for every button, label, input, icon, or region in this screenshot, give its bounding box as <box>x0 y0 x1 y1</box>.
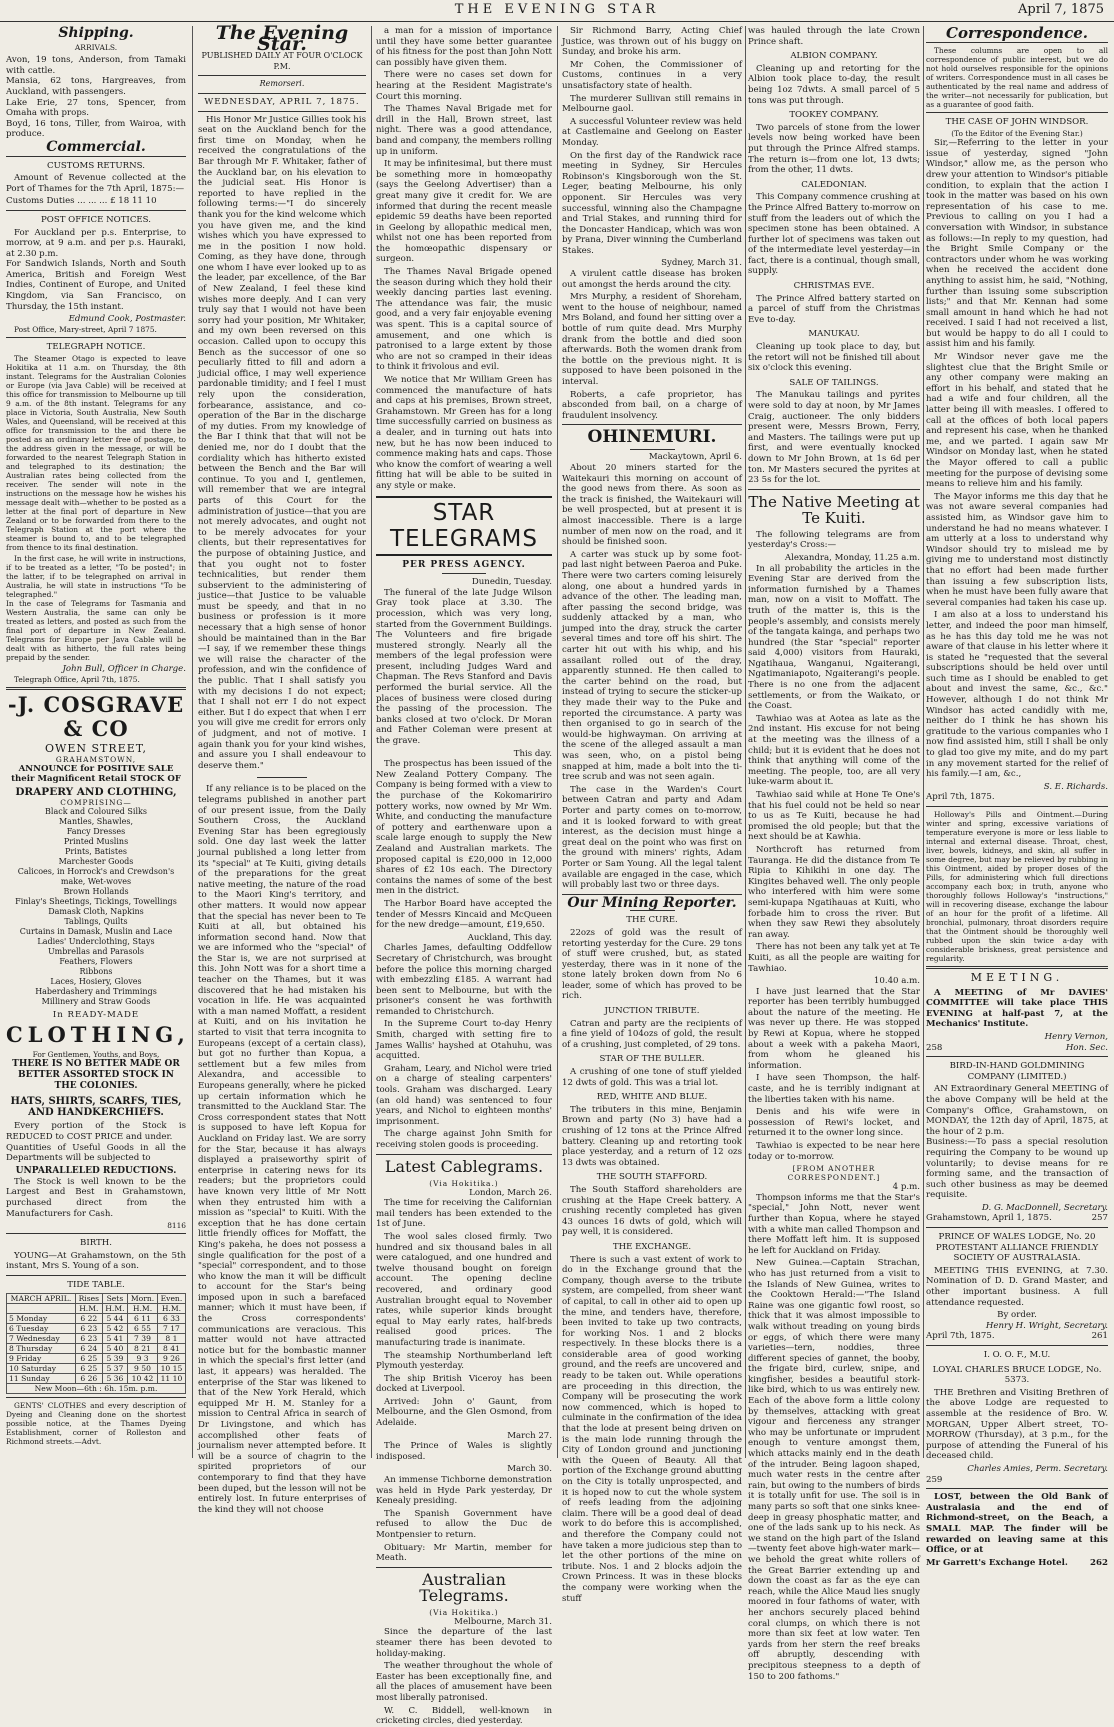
customs-text: Amount of Revenue collected at the Port of Thames for the 7th April, 1875:— <box>6 173 186 194</box>
tide-sub-header: H.M. <box>75 1303 102 1313</box>
table-row <box>7 1353 186 1363</box>
advert-number: 262 <box>1090 1557 1108 1568</box>
news-paragraph: The Manukau tailings and pyrites were sold to day at noon, by Mr James Craig, auctioneer. The only bidders present were, Messrs Brown, Ferry, and Masters. The tailings were put up first, and were eventually knocked down to Mr John Brown, at 1s 6d per ton. Mr Masters secured the pyrites at 23 5s for the lot. <box>748 390 920 486</box>
column-rule <box>192 26 193 1458</box>
dateline: Auckland, This day. <box>467 932 552 943</box>
tide-cell: 6 55 <box>128 1323 158 1333</box>
dateline: London, March 26. <box>469 1187 552 1198</box>
column-2 <box>198 22 366 1515</box>
tide-cell: 7 39 <box>128 1333 158 1343</box>
advert-number: 258 <box>926 1042 943 1053</box>
news-paragraph: There has not been any talk yet at Te Kuiti, as all the people are waiting for Tawhiao. <box>748 942 920 974</box>
news-paragraph: The ship British Viceroy has been docked at Liverpool. <box>376 1373 552 1395</box>
telegraph-signature: John Bull, Officer in Charge. <box>62 664 186 675</box>
news-paragraph: There is such a vast extent of work to do in the Exchange ground that the Company, though averse to the tribute system, are compelled, from sheer want of capital, to call in other aid to open up the mine, and tenders have, therefore, been invited to take up two contracts, for working Nos. 1 and 2 blocks respectively. In these blocks there is a considerable area of good working ground, and the reefs are uncovered and ready to be taken out. While operations are proceeding in this direction, the Company will be prosecuting the work now commenced, which is hoped to culminate in the confirmation of the idea that the lode at present being driven on is the main lode running through the City of London ground and junctioning with the Queen of Beauty. All that portion of the Exchange ground abutting on the City is totally unprospected, and it is hoped now to cut the whole system of reefs leading from the adjoining claim. There will be a good deal of dead work to do before this is accomplished, and therefore the Company could not have taken a more judicious step than to let the other portions of the mine on tribute. Nos. 1 and 2 blocks adjoin the Crown Princess. It was in these blocks the company were working when the stuff <box>562 1254 742 1604</box>
dateline: Melbourne, March 31. <box>454 1616 552 1627</box>
mining-reporter-title: Our Mining Reporter. <box>567 894 737 911</box>
news-paragraph: Two parcels of stone from the lower levels now being worked have been put through the Prince Alfred stamps. The return is—from one lot, 13 dwts; from the other, 11 dwts. <box>748 122 920 176</box>
mine-heading: ALBION COMPANY. <box>790 51 878 62</box>
tide-cell: 6 Tuesday <box>7 1323 76 1333</box>
meeting-text: A MEETING of Mr DAVIES' COMMITTEE will take place THIS EVENING at half-past 7, at the Mechanics' Institute. <box>926 987 1108 1030</box>
mine-heading: THE SOUTH STAFFORD. <box>596 1172 708 1183</box>
post-office-text: For Auckland per p.s. Enterprise, to morrow, at 9 a.m. and per p.s. Hauraki, at 2.30 p.m. For Sandwich Islands, North and South America, British and Foreign West Indies, Continent of Europe, and United Kingdom, via San Francisco, on Thursday, the 15th instant. <box>6 227 186 312</box>
news-paragraph: Tawhiao said while at Hone Te One's that his fuel could not be held so near to us as Te Kuiti, because he had promised the old people; but that the next should be at Kawhia. <box>748 790 920 843</box>
tide-cell: 5 40 <box>102 1343 127 1353</box>
news-paragraph: The Spanish Government have refused to allow the Duc de Montpensier to return. <box>376 1508 552 1540</box>
news-paragraph: Roberts, a cafe proprietor, has absconded from bail, on a charge of fraudulent insolvency. <box>562 389 742 421</box>
news-paragraph: Sir Richmond Barry, Acting Chief Justice, was thrown out of his buggy on Sunday, and broke his arm. <box>562 26 742 58</box>
arrivals-heading: ARRIVALS. <box>74 42 118 52</box>
news-paragraph: The charge against John Smith for receiving stolen goods is proceeding. <box>376 1129 552 1150</box>
meeting-heading: MEETING. <box>970 971 1064 984</box>
dateline: 4 p.m. <box>892 1182 920 1193</box>
news-paragraph: The Prince of Wales is slightly indisposed. <box>376 1441 552 1462</box>
news-paragraph: A crushing of one tone of stuff yielded 12 dwts of gold. This was a trial lot. <box>562 1067 742 1088</box>
news-paragraph: The steamship Northumberland left Plymouth yesterday. <box>376 1350 552 1372</box>
bird-in-hand-heading: BIRD-IN-HAND GOLDMINING COMPANY (LIMITED.) <box>949 1061 1085 1082</box>
cablegrams-via: (Via Hokitika.) <box>429 1178 499 1188</box>
motto: Remorseri. <box>259 79 305 89</box>
tide-cell: 6 25 <box>75 1353 102 1363</box>
news-paragraph: Cleaning up and retorting for the Albion took place to-day, the result being 1oz 7dwts. A small parcel of 5 tons was put through. <box>748 63 920 106</box>
tide-cell: 7 Wednesday <box>7 1333 76 1343</box>
ohinemuri-title: OHINEMURI. <box>587 427 717 448</box>
column-rule <box>923 26 924 1458</box>
tide-sub-header: H.M. <box>128 1303 158 1313</box>
news-paragraph: Denis and his wife were in possession of Rewi's locket, and returned it to the owner long since. <box>748 1107 920 1139</box>
tide-col-header: Sets <box>102 1293 127 1303</box>
column-rule <box>371 26 372 1458</box>
column-rule <box>557 26 558 1458</box>
news-paragraph: Catran and party are the recipients of a fine yield of 104ozs of gold, the result of a crushing, just completed, of 29 tons. <box>562 1018 742 1050</box>
tide-cell: 10 15 <box>157 1363 185 1373</box>
news-paragraph: Northcroft has returned from Tauranga. He did the distance from Te Ripia to Kihikihi in one day. The Kingites behaved well. The only people who interfered with him were some semi-kupapa Ngatihauas at Kuiti, who forbade him to cross the river. But when they saw Rewi they absolutely ran away. <box>748 844 920 940</box>
news-paragraph: An immense Tichborne demonstration was held in Hyde Park yesterday, Dr Kenealy presiding. <box>376 1475 552 1507</box>
cosgrave-name: -J. COSGRAVE & CO <box>7 692 185 742</box>
cosgrave-intro: ANNOUNCE for POSITIVE SALE their Magnificent Retail STOCK OF <box>11 763 181 785</box>
telegraph-heading: TELEGRAPH NOTICE. <box>46 341 146 352</box>
news-paragraph: The South Stafford shareholders are crushing at the Hape Creek battery. A crushing recently completed has given 43 ounces 16 dwts of gold, which will pay well, it is considered. <box>562 1184 742 1238</box>
cosgrave-number: 8116 <box>167 1221 186 1231</box>
star-telegrams-title: STAR TELEGRAMS <box>376 496 552 556</box>
news-paragraph: This Company commence crushing at the Prince Alfred Battery to-morrow on stuff from the leaders out of which the specimen stone has been obtained. A further lot of specimens was taken out of the intermediate level yesterday—in fact, there is a continual, though small, supply. <box>748 192 920 277</box>
news-paragraph: In the Supreme Court to-day Henry Smith, charged with setting fire to James Wallis' hayshed at Otahuhu, was acquitted. <box>376 1019 552 1062</box>
arrivals-text: Avon, 19 tons, Anderson, from Tamaki with cattle. Mansia, 62 tons, Hargreaves, from Auckland, with passengers. Lake Erie, 27 tons, Spencer, from Omaha with props. Boyd, 16 tons, Tiller, from Wairoa, with produce. <box>6 55 186 140</box>
letter-date: April 7th, 1875. <box>926 792 995 803</box>
news-paragraph: The prospectus has been issued of the New Zealand Pottery Company. The Company is being formed with a view to the purchase of the Kokomaririro pottery works, now owned by Mr Wm. White, and conducting the manufacture of pottery and earthenware upon a scale large enough to supply the New Zealand and Australian markets. The proposed capital is £20,000 in 12,000 shares of £2 10s each. The Directory contains the names of some of the best men in the district. <box>376 759 552 897</box>
post-office-date: Post Office, Mary-street, April 7 1875. <box>14 324 157 334</box>
news-paragraph: About 20 miners started for the Waitekauri this morning on account of the good news from there. As soon as the track is finished, the Waitekauri will be well prospected, but at present it is almost inaccessible. There is a large number of men now on the road, and it should be finished soon. <box>562 462 742 548</box>
table-row <box>7 1333 186 1343</box>
news-paragraph: Mrs Murphy, a resident of Shoreham, went to the house of neighbour, named Mrs Boland, and found her sitting over a bottle of rum quite dead. Mrs Murphy drank from the bottle and died soon afterwards. Both the women drank from the bottle on the previous night. It is supposed to have been poisoned in the interval. <box>562 292 742 387</box>
news-paragraph: On the first day of the Randwick race meeting in Sydney, Sir Hercules Robinson's Kingsborough won the St. Leger, beating Melbourne, his only opponent. Sir Hercules was very successful, winning also the Champagne and Trial Stakes, and running third for the Doncaster Handicap, which was won by Prana, Diver winning the Cumberland Stakes. <box>562 150 742 256</box>
mine-heading: THE EXCHANGE. <box>612 1241 692 1252</box>
news-paragraph: 22ozs of gold was the result of retorting yesterday for the Cure. 29 tons of stuff were crushed, but, as stated yesterday, there was in it none of the stone lately broken down from No 6 leader, some of which has proved to be rich. <box>562 927 742 1002</box>
news-paragraph: Graham, Leary, and Nichol were tried on a charge of stealing carpenters' tools. Graham was discharged. Leary (an old hand) was sentenced to four years, and Nichol to eighteen months' imprisonment. <box>376 1063 552 1127</box>
telegraph-text-2: In the first case, he will write in instructions, if to be treated as a letter, "To be posted"; in the latter, if to be telegraphed on arrival in Australia, he will state in instructions "To be telegraphed." In the case of Telegrams for Tasmania and Western Australia, the same can only be treated as letters, and posted as such from the final port of departure in New Zealand. Telegrams for Europe per Java Cable will be dealt with as hitherto, the full rates being prepaid by the sender. <box>6 554 186 663</box>
table-row <box>7 1373 186 1383</box>
tide-cell: 8 1 <box>157 1333 185 1343</box>
birth-heading: BIRTH. <box>80 1238 112 1249</box>
news-paragraph: Arrived: John o' Gaunt, from Melbourne, and the Glen Osmond, from Adelaide. <box>376 1396 552 1429</box>
bird-in-hand-date: Grahamstown, April 1, 1875. <box>926 1213 1052 1224</box>
mine-heading: SALE OF TAILINGS. <box>789 377 879 388</box>
tide-cell: 6 22 <box>75 1313 102 1323</box>
correspondence-title: Correspondence. <box>946 24 1088 42</box>
tide-cell: 9 3 <box>128 1353 158 1363</box>
mine-heading: MANUKAU. <box>808 329 860 340</box>
bird-in-hand-signature: D. G. MacDonnell, Secretary. <box>981 1202 1108 1213</box>
published-line: PUBLISHED DAILY AT FOUR O'CLOCK P.M. <box>201 51 363 71</box>
masthead <box>0 0 1114 22</box>
letter-to: (To the Editor of the Evening Star.) <box>951 129 1083 139</box>
news-paragraph: Charles James, defaulting Oddfellow Secretary of Christchurch, was brought before the police this morning charged with embezzling £185. A warrant had been sent to Melbourne, but with the prisoner's consent he was forthwith remanded to Christchurch. <box>376 943 552 1017</box>
news-paragraph: Mr Cohen, the Commissioner of Customs, continues in a very unsatisfactory state of health. <box>562 59 742 91</box>
loyal-lodge-text: THE Brethren and Visiting Brethren of the above Lodge are requested to assemble at the residence of Bro. W. MORGAN, Upper Albert street, TO-MORROW (Thursday), at 3 p.m., for the purpose of attending the Funeral of his deceased child. <box>926 1387 1108 1462</box>
tide-table-heading: TIDE TABLE. <box>67 1279 125 1290</box>
tide-cell: 9 26 <box>157 1353 185 1363</box>
tide-cell: 6 11 <box>128 1313 158 1323</box>
tide-cell: 6 24 <box>75 1343 102 1353</box>
news-paragraph: was hauled through the late Crown Prince shaft. <box>748 26 920 47</box>
cosgrave-reduced: Every portion of the Stock is REDUCED to COST PRICE and under. Quantities of Useful Goods in all the Departments will be subjected to <box>6 1121 186 1164</box>
oddfellows-heading: I. O. O. F., M.U. <box>983 1350 1051 1360</box>
news-paragraph: A carter was stuck up by some foot-pad last night between Paeroa and Puke. There were two carters coming leisurely along, one about a hundred yards in advance of the other. The leading man, after passing the second bridge, was suddenly attacked by a man, who jumped into the dray, struck the carter several times and tore off his shirt. The carter hit out with his whip, and his assailant rolled out of the dray, apparently stunned. He then called to the carter behind on the road, but instead of trying to secure the sticker-up they made their way to the Puke and reported the circumstance. A party was then organised to go in search of the would-be highwayman. On arriving at the scene of the alleged assault a man was seen, who, on a pistol being snapped at him, made a bolt into the ti-tree scrub and was not seen again. <box>562 549 742 783</box>
tide-cell: 11 Sunday <box>7 1373 76 1383</box>
dateline: Sydney, March 31. <box>661 258 742 269</box>
tide-cell: 9 50 <box>128 1363 158 1373</box>
australian-via: (Via Hokitika.) <box>429 1607 499 1617</box>
birth-text: YOUNG—At Grahamstown, on the 5th instant, Mrs S. Young of a son. <box>6 1250 186 1272</box>
dateline: Alexandra, Monday, 11.25 a.m. <box>784 552 920 563</box>
tide-cell: 6 23 <box>75 1333 102 1343</box>
dateline: March 30. <box>507 1464 552 1475</box>
dateline: March 27. <box>507 1430 552 1441</box>
advert-number: 261 <box>1091 1331 1108 1342</box>
another-correspondent: [FROM ANOTHER CORRESPONDENT.] <box>787 1164 881 1183</box>
issue-date: April 7, 1875 <box>1018 2 1104 17</box>
tide-col-header: Rises <box>75 1293 102 1303</box>
column-rule <box>745 26 746 1458</box>
news-paragraph: Since the departure of the last steamer there has been devoted to holiday-making. <box>376 1627 552 1659</box>
prince-of-wales-signature: Henry H. Wright, Secretary. <box>985 1320 1108 1331</box>
news-paragraph: In all probability the articles in the Evening Star are derived from the information furnished by a Thames man, now on a visit to Moffatt. The truth of the matter is, this is the people's assembly, and consists merely of the tangata kainga, and perhaps two hundred (the Star "special" reporter said 4,000) visitors from Hauraki, Ngatihaua, Wanganui, Ngaiterangi, Ngatimaniapoto, Ngaiterangi's people. There is no one from the adjacent settlements, or from the Waikato, or the Coast. <box>748 563 920 712</box>
tide-cell: 6 26 <box>75 1373 102 1383</box>
tide-cell: 5 Monday <box>7 1313 76 1323</box>
news-paragraph: It may be infinitesimal, but there must be something more in homœopathy (says the Geelong Advertiser) than a great many give it credit for. We are informed that during the recent measle epidemic 59 deaths have been reported in Geelong by allopathic medical men, whilst not one has been reported from the homœopathic dispensary or surgeon. <box>376 159 553 265</box>
tide-cell: 6 25 <box>75 1363 102 1373</box>
tide-moon: New Moon—6th : 6h. 15m. p.m. <box>7 1383 186 1393</box>
news-paragraph: A successful Volunteer review was held at Castlemaine and Geelong on Easter Monday. <box>562 116 742 148</box>
tide-table <box>6 1293 186 1394</box>
column-5 <box>748 26 920 1682</box>
telegraph-date: Telegraph Office, April 7th, 1875. <box>14 675 140 685</box>
mine-heading: RED, WHITE AND BLUE. <box>596 1092 708 1103</box>
letter-heading: THE CASE OF JOHN WINDSOR. <box>945 116 1089 127</box>
dateline: 10.40 a.m. <box>873 976 920 987</box>
holloway-advert: Holloway's Pills and Ointment.—During winter and spring, excessive variations of temperature everyone is more or less liable to internal and external disease. Throat, chest, liver, bowels, kidneys, and skin, all suffer in some degree, but may be relieved by rubbing in this Ointment, aided by proper doses of the Pills, for administering which full directions accompany each box; in truth, anyone who thoroughly follows Holloway's "instructions," will in recovering disease, exchange the labour of an hour for the profit of a lifetime. All bronchial, pulmonary, throat disorders require that the Ointment should be thoroughly well rubbed upon the skin twice a-day with considerable briskness, great persistence and regularity. <box>926 810 1108 963</box>
column-3 <box>376 26 553 1727</box>
shipping-heading: Shipping. <box>58 25 134 41</box>
correspondence-note: These columns are open to all correspondence of public interest, but we do not hold ourselves responsible for the opinions of writers. Correspondence must in all cases be authenticated by the real name and address of the writer—not necessarily for publication, but as a guarantee of good faith. <box>926 45 1108 109</box>
letter-paragraph: Sir,—Referring to the letter in your issue of yesterday, signed "John Windsor," allow me, as the person who drew your attention to Windsor's pitiable condition, to explain that the action I took in the matter was based on his own representation of his case to me. Previous to calling on you I had a conversation with Windsor, in substance as follows:—In reply to my question, had the Bright Smile Company or the contractors under whom he was working when he received the accident done anything to assist him, he said, "Nothing, further than issuing some subscription lists;" and that Mr. Kennan had some small amount in hand which he had not received. I said I had not received a list, but would be happy to do all I could to assist him and his family. <box>926 138 1108 350</box>
advert-number: 257 <box>1091 1213 1108 1224</box>
tide-cell: 8 21 <box>128 1343 158 1353</box>
cosgrave-drapery: DRAPERY AND CLOTHING, <box>15 785 177 798</box>
prince-of-wales-date: April 7th, 1875. <box>926 1331 995 1342</box>
dateline: This day. <box>513 748 552 759</box>
tide-cell: 9 Friday <box>7 1353 76 1363</box>
cosgrave-largest: The Stock is well known to be the Largest and Best in Grahamstown, purchased direct from the Manufacturers for Cash. <box>6 1176 186 1219</box>
cosgrave-better: THERE IS NO BETTER MADE OR BETTER ASSORTED STOCK IN THE COLONIES. <box>12 1059 180 1092</box>
news-paragraph: The tributers in this mine, Benjamin Brown and party (No 3) have had a crushing of 12 tons at the Prince Alfred battery. Cleaning up and retorting took place yesterday, and a return of 12 ozs 13 dwts was obtained. <box>562 1104 742 1168</box>
news-paragraph: The Thames Naval Brigade opened the season during which they hold their weekly dancing parties last evening. The attendance was fair, the music good, and a very fair enjoyable evening was spent. This is a capital source of amusement, and one which is patronised to a large extent by those who are not so cramped in their ideas to think it frivolous and evil. <box>376 267 552 373</box>
news-paragraph: The Harbor Board have accepted the tender of Messrs Kincaid and McQueen for the new dredge—amount, £19,650. <box>376 898 552 931</box>
tide-cell: 5 36 <box>102 1373 127 1383</box>
mine-heading: TOOKEY COMPANY. <box>789 110 879 121</box>
news-paragraph: I have just learned that the Star reporter has been terribly humbugged about the nature of the meeting. He was never up there. He was stopped by Rewi at Kopua, where he stopped about a week with a pakeha Maori, from whom he gleaned his information. <box>748 986 920 1071</box>
table-row <box>7 1323 186 1333</box>
advert-number: 259 <box>926 1474 943 1485</box>
loyal-lodge-heading: LOYAL CHARLES BRUCE LODGE, No. 5373. <box>932 1364 1102 1386</box>
tide-col-header: Even. <box>157 1293 185 1303</box>
news-paragraph: We notice that Mr William Green has commenced the manufacture of hats and caps at his premises, Brown street, Grahamstown. Mr Green has for a long time successfully carried on business as a dealer, and in turning out hats into new, but he has now been induced to commence making hats and caps. Those who know the comfort of wearing a well fitting hat will be able to be suited in any style or make. <box>376 375 552 491</box>
editorial-title: The Evening Star. <box>215 22 349 55</box>
tide-cell: 8 41 <box>157 1343 185 1353</box>
cosgrave-for: For Gentlemen, Youths, and Boys, <box>32 1050 160 1060</box>
customs-duties-line: Customs Duties ... ... ... £ 18 11 10 <box>6 196 157 207</box>
news-paragraph: The following telegrams are from yesterday's Cross:— <box>748 529 920 551</box>
news-paragraph: Thompson informs me that the Star's "special," John Nott, never went further than Kopua, where he stayed with a white man called Thompson and there Moffatt left him. It is supposed he left for Auckland on Friday. <box>748 1192 920 1256</box>
news-paragraph: New Guinea.—Captain Strachan, who has just returned from a visit to the Islands of New Guinea, writes to the Cooktown Herald:—"The Island Raine was one gigantic fowl roost, so thick that it was almost impossible to walk without treading on young birds or eggs, of which there were many varieties—tern, noddies, three different species of gannet, the booby, the frigate bird, curlew, snipe, and kingfisher, besides a beautiful stork-like bird, which to us was entirely new. Each of the above form a little colony by themselves, attacking with great vigour and fierceness any stranger who may be unfortunate or imprudent enough to venture amongst them, which attacks mainly end in the death of the intruder. Being lagoon shaped, much water rests in the centre after rain, but owing to the numbers of birds it is totally unfit for use. The soil is in many parts so soft that one sinks knee-deep in greasy phosphatic matter, and one of the lads sank up to his neck. As we stand on the high part of the Island—twenty feet above high-water mark—we behold the great white rollers of the Great Barrier extending up and down the coast as far as the eye can reach, while the Alice Maud lies snugly moored in four fathoms of water, with her anchors securely placed behind coral clumps, on which there is not more than six feet at low water. Ten yards from her stern the reef breaks off abruptly, descending with precipitous steepness to a depth of 150 to 200 fathoms." <box>748 1258 920 1682</box>
news-paragraph: The wool sales closed firmly. Two hundred and six thousand bales in all were catalogued, and one hundred and twelve thousand bought on foreign account. The opening decline recovered, and ordinary good Australian brought equal to November rates, while superior kinds brought equal to May early rates, half-breds realised good prices. The manufacturing trade is inanimate. <box>376 1231 552 1348</box>
letter-paragraph: The Mayor informs me this day that he was not aware several companies had assisted him, as Windsor gave him to understand he had no means whatever. I am utterly at a loss to understand why Windsor should try to mislead me by giving me to understand most distinctly that no effort had been made further than issuing a few subscription lists, when he must have been fully aware that several companies had taken his case up. <box>926 491 1108 608</box>
editorial-paragraph: If any reliance is to be placed on the telegrams published in another part of our present issue, from the Daily Southern Cross, the Auckland Evening Star has been egregiously sold. One day last week the latter journal published a long letter from its "special" at Te Kuiti, giving details of the preparations for the great native meeting, the nature of the road to the Maori King's territory, and other matters. It would now appear that the special has never been to Te Kuiti at all, but obtained his information second hand. Now that we are informed who the "special" of the Star is, we are not surprised at this. John Nott was for a short time a teacher on the Thames, but it was discovered that he had mistaken his vocation in life. He was acquainted with a man named Moffatt, a resident at Kuiti, and on his invitation he started to visit that terra incognita to Europeans (except of a certain class), but got no further than Kopua, a settlement but a few miles from Alexandra, and accessible to Europeans generally, where he picked up certain information which he transmitted to the Auckland Star. The Cross correspondent states that Nott is supposed to have left Kopua for Auckland on Friday last. We are sorry for the Star, because it has always displayed a praiseworthy spirit of enterprise in catering news for its readers; but the proprietors could have known very little of Mr Nott when they entrusted him with a mission as "special" to Kuiti. With the exception that he has done certain little friendly offices for Moffatt, the King's pakeha, he does not possess a single qualification for the post of a "special" correspondent, and to those who know the man it will be difficult to account for the Star's being imposed upon in such a barefaced manner; which it must have been, if the Cross correspondents' communications are veracious. This matter would not have attracted notice but for the bombastic manner in which the special's first letter (and last, it appears) was heralded. The enterprise of the Star was likened to that of the New York Herald, which equipped Mr H. M. Stanley for a mission to Central Africa in search of Dr Livingstone, and which has accomplished other feats of journalism never attempted before. It will be a source of chagrin to the spirited proprietors of our contemporary to find that they have been duped, but the lesson will not be entirely lost. In future enterprises of the kind they will not choose <box>198 784 366 1515</box>
editorial-date: WEDNESDAY, APRIL 7, 1875. <box>204 96 360 107</box>
gents-clothes-notice: GENTS' CLOTHES and every description of Dyeing and Cleaning done on the shortest possible notice, at the Thames Dyeing Establishment, corner of Rolleston and Richmond streets.—Advt. <box>6 1400 186 1446</box>
news-paragraph: The funeral of the late Judge Wilson Gray took place at 3.30. The procession, which was very long, started from the Government Buildings. The Volunteers and fire brigade mustered strongly. Nearly all the members of the legal profession were present, including Judges Ward and Chapman. The Revs Stanford and Davis performed the burial service. All the places of business were closed during the passing of the procession. The banks closed at two o'clock. Dr Moran and Father Coleman were present at the grave. <box>376 587 552 747</box>
tide-col-header: Morn. <box>128 1293 158 1303</box>
meeting-secretary: Hon. Sec. <box>1065 1042 1108 1053</box>
lost-notice-end: Mr Garrett's Exchange Hotel. <box>926 1557 1068 1568</box>
customs-heading: CUSTOMS RETURNS. <box>47 160 145 171</box>
tide-cell: 6 23 <box>75 1323 102 1333</box>
editorial-paragraph: His Honor Mr Justice Gillies took his seat on the Auckland bench for the first time on Monday, when he received the congratulations of the Bar through Mr F. Whitaker, father of the Auckland bar, on his elevation to the judicial seat. His Honor is reported to have replied in the following terms:—"I do sincerely thank you for the kind welcome which you have given me, and the kind wishes which you have expressed to me in the position I now hold. Coming, as they have done, through one whom I have ever looked up to as the leader, par excellence, of the Bar of New Zealand, I feel these kind wishes more deeply. And I can very truly say that I would not have been sorry had your position, Mr Whitaker, and my own been reversed on this occasion. Called upon to occupy this Bench as the successor of one so peculiarly fitted to fill and adorn a judicial office, I may well experience pardonable timidity; and I feel I must rely upon the consideration, forbearance, assistance, and co-operation of the Bar in the discharge of my duties. From my knowledge of the Bar I think that that will not be denied me, nor do I doubt that the cordiality which has hitherto existed between the Bench and the Bar will continue. To you and I, gentlemen, will remember that we are integral parts of this Court for the administration of justice—that you are not merely advocates, and ought not to be merely advocates for your clients, but their representatives for the purpose of obtaining Justice, and that you ought not to foster technicalities, but render them subservient to the administering of justice—that Justice to be valuable must be speedy, and that in no business or profession is it more necessary that a high sense of honor should be maintained than in the Bar—I say, if we remember these things we will raise the character of the profession, and win the confidence of the public. That I shall satisfy you with my decisions I do not expect; that I shall not err I do not expect either. But I do expect that when I err you will give me credit for errors only of judgment, and not of motive. I again thank you for your kind wishes, and assure you I shall endeavour to deserve them." <box>198 114 366 771</box>
tide-cell: 5 44 <box>102 1313 127 1323</box>
tide-cell: 5 41 <box>102 1333 127 1343</box>
news-paragraph: The weather throughout the whole of Easter has been exceptionally fine, and all the places of amusement have been most liberally patronised. <box>376 1661 552 1703</box>
post-office-signature: Edmund Cook, Postmaster. <box>68 314 186 325</box>
press-agency-line: PER PRESS AGENCY. <box>402 559 526 570</box>
column-4 <box>562 26 742 1604</box>
column-1 <box>6 25 190 1458</box>
commercial-heading: Commercial. <box>46 138 146 155</box>
tide-cell: 11 10 <box>157 1373 185 1383</box>
tide-cell: 5 39 <box>102 1353 127 1363</box>
table-row <box>7 1313 186 1323</box>
letter-paragraph: Mr Windsor never gave me the slightest clue that the Bright Smile or any other company were making an effort in his behalf, and stated that he had a wife and four children, all the latter being ill with measles. I offered to call at the offices of both local papers and represent his case, when he thanked me, and we parted. I again saw Mr Windsor on Monday last, when he stated the Mayor offered to call a public meeting for the purpose of devising some means to relieve him and his family. <box>926 352 1108 490</box>
news-paragraph: The time for receiving the Californian mail tenders has been extended to the 1st of June. <box>376 1198 552 1230</box>
cablegrams-title: Latest Cablegrams. <box>384 1156 544 1176</box>
letter-signature: S. E. Richards. <box>1043 781 1108 792</box>
tide-cell: 5 42 <box>102 1323 127 1333</box>
tide-sub-header: H.M. <box>102 1303 127 1313</box>
tide-cell: 10 Saturday <box>7 1363 76 1373</box>
news-paragraph: The Thames Naval Brigade met for drill in the Hall, Brown street, last night. There was a good attendance, band and company, the members rolling up in uniform. <box>376 104 552 157</box>
cosgrave-hats: HATS, SHIRTS, SCARFS, TIES, AND HANDKERCHIEFS. <box>10 1096 182 1119</box>
mine-heading: CHRISTMAS EVE. <box>793 281 875 292</box>
prince-of-wales-heading: PRINCE OF WALES LODGE, No. 20 PROTESTANT ALLIANCE FRIENDLY SOCIETY OF AUSTRALASIA. <box>935 1232 1099 1264</box>
tide-sub-header <box>7 1303 76 1313</box>
tide-cell: 8 Thursday <box>7 1343 76 1353</box>
column-6 <box>926 24 1108 1568</box>
mine-heading: THE CURE. <box>626 915 678 926</box>
tide-col-header: MARCH APRIL. <box>7 1293 76 1303</box>
cosgrave-comprising: COMPRISING— <box>60 797 132 807</box>
cosgrave-clothing: CLOTHING, <box>6 1022 190 1048</box>
cosgrave-street: OWEN STREET, <box>45 742 147 756</box>
letter-paragraph: I am also at a loss to understand his letter, and indeed the poor man himself, as he has this day told me he was not aware of that clause in his letter where it is stated he "requested that the several subscriptions should be held over until such time as I should be enabled to get about and invest the same, &c., &c." However, although I do not think Mr Windsor has acted candidly with me, neither do I think he has shown his gratitude to the various companies who I now find assisted him, still I shall be only to glad too give my mite, and do my part in any movement started for the relief of his family.—I am, &c., <box>926 610 1108 780</box>
cosgrave-town: GRAHAMSTOWN, <box>55 754 137 764</box>
prince-of-wales-text: MEETING THIS EVENING, at 7.30. Nomination of D. D. Grand Master, and other important business. A full attendance requested. <box>926 1265 1108 1308</box>
tide-cell: 5 37 <box>102 1363 127 1373</box>
news-paragraph: W. C. Biddell, well-known in cricketing circles, died yesterday. <box>376 1705 552 1727</box>
telegraph-text: The Steamer Otago is expected to leave Hokitika at 11 a.m. on Thursday, the 8th instant. Telegrams for the Australian Colonies or Europe (via Java Cable) will be received at this office for transmission to Melbourne up till 9 a.m. of the 8th instant. Telegrams for any place in Victoria, South Australia, New South Wales, and Queensland, will be received at this office for transmission to the and there be posted as an ordinary letter free of postage, to the address given in the message, or will be forwarded to the nearest Telegraph Station in and telegraphed to its destination; the Australian rates being collected from the receiver. The sender will note in the instructions on the message how he wishes his message dealt with—whether to be posted as a letter at the final port of departure in New Zealand or to be forwarded from there to the Telegraph Station at the port where the steamer is bound to, and to be telegraphed from thence to its final destination. <box>6 354 186 553</box>
cosgrave-ready-made: In READY-MADE <box>52 1009 140 1020</box>
dateline: Dunedin, Tuesday. <box>471 577 552 588</box>
news-paragraph: The Prince Alfred battery started on a parcel of stuff from the Christmas Eve to-day. <box>748 293 920 325</box>
dateline: Mackaytown, April 6. <box>648 452 742 463</box>
news-paragraph: The case in the Warden's Court between Catran and party and Adam Porter and party comes on to-morrow, and it is looked forward to with great interest, as the decision must hinge a great deal on the point who was first on the ground with miners' rights, Adam Porter or Sam Young. All the legal talent available are engaged in the case, which will probably last two or three days. <box>562 784 742 891</box>
native-meeting-title: The Native Meeting at Te Kuiti. <box>748 492 920 527</box>
news-paragraph: There were no cases set down for hearing at the Resident Magistrate's Court this morning. <box>376 70 552 102</box>
tide-sub-header: H.M. <box>157 1303 185 1313</box>
news-paragraph: I have seen Thompson, the half-caste, and he is terribly indignant at the liberties taken with his name. <box>748 1073 920 1105</box>
mine-heading: CALEDONIAN. <box>801 179 867 190</box>
news-paragraph: A virulent cattle disease has broken out amongst the herds around the city. <box>562 269 742 290</box>
prince-of-wales-by: By order. <box>997 1310 1037 1321</box>
news-paragraph: Cleaning up took place to day, but the retort will not be finished till about six o'clock this evening. <box>748 342 920 374</box>
news-paragraph: Tawhiao was at Aotea as late as the 2nd instant. His excuse for not being at the meeting was the illness of a child; but it is evident that he does not think that anything will come of the meeting. The people, too, are all very luke-warm about it. <box>748 713 920 788</box>
cosgrave-unparalleled: UNPARALLELED REDUCTIONS. <box>15 1165 177 1176</box>
news-paragraph: Obituary: Mr Martin, member for Meath. <box>376 1542 552 1564</box>
mine-heading: JUNCTION TRIBUTE. <box>604 1006 700 1017</box>
table-row <box>7 1363 186 1373</box>
newspaper-title: THE EVENING STAR <box>454 2 660 17</box>
lost-notice: LOST, between the Old Bank of Australasia and the end of Richmond-street, on the Beach, a SMALL MAP. The finder will be rewarded on leaving same at this Office, or at <box>926 1492 1108 1556</box>
australian-telegrams-title: Australian Telegrams. <box>419 1569 509 1605</box>
news-paragraph: Tawhiao is expected to be near here today or to-morrow. <box>748 1141 920 1162</box>
bird-in-hand-text: AN Extraordinary General MEETING of the above Company will be held at the Company's Office, Grahamstown, on MONDAY, the 12th day of April, 1875, at the hour of 2 p.m. Business:—To pass a special resolution requiring the Company to be wound up voluntarily; to devise means for re forming same, and the transaction of such other business as may be deemed requisite. <box>926 1084 1108 1201</box>
meeting-signature: Henry Vernon, <box>1044 1031 1108 1042</box>
news-paragraph: The murderer Sullivan still remains in Melbourne gaol. <box>562 93 742 115</box>
tide-cell: 7 17 <box>157 1323 185 1333</box>
loyal-lodge-signature: Charles Amies, Perm. Secretary. <box>967 1463 1108 1474</box>
mine-heading: STAR OF THE BULLER. <box>599 1054 705 1065</box>
news-paragraph: a man for a mission of importance until they have some better guarantee of his fitness for the post than John Nott can possibly have given them. <box>376 26 552 68</box>
cosgrave-item-list: Black and Coloured Silks Mantles, Shawles, Fancy Dresses Printed Muslins Prints, Batistes Marchester Goods Calicoes, in Horrock's and Crewdson's make, Wet-woves Brown Hollands Finlay's Sheetings, Tickings, Towellings Damask Cloth, Napkins Tablings, Quilts Curtains in Damask, Muslin and Lace Ladies' Underclothing, Stays Umbrellas and Parasols Feathers, Flowers Ribbons Laces, Hosiery, Gloves Haberdashery and Trimmings Millinery and Straw Goods <box>15 806 177 1006</box>
tide-cell: 6 33 <box>157 1313 185 1323</box>
table-row <box>7 1343 186 1353</box>
tide-cell: 10 42 <box>128 1373 158 1383</box>
post-office-heading: POST OFFICE NOTICES. <box>41 214 151 225</box>
